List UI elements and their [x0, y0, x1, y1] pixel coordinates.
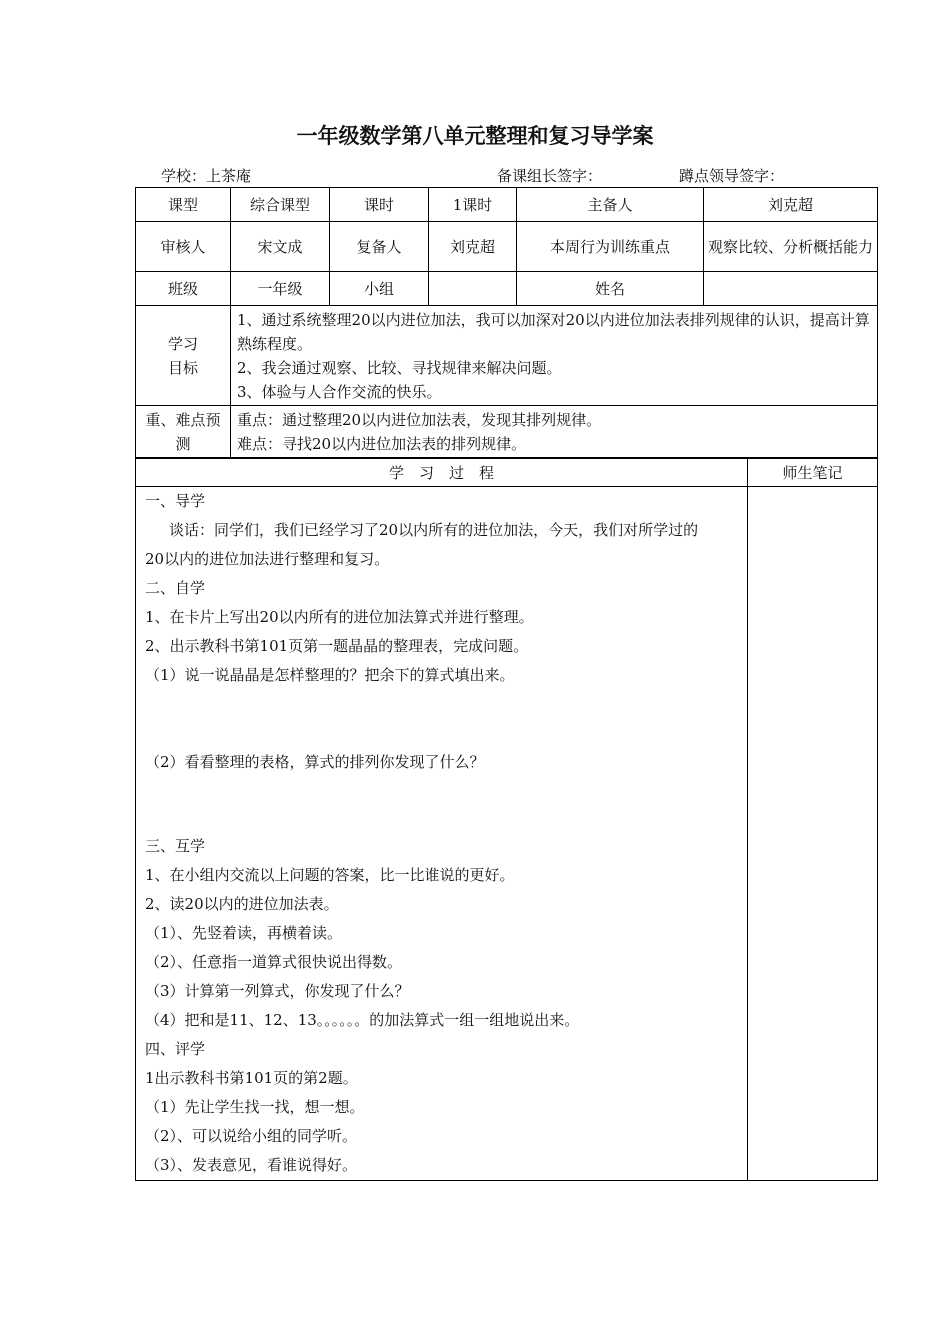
- group-value[interactable]: [429, 272, 517, 306]
- process-line: 2、出示教科书第101页第一题晶晶的整理表，完成问题。: [145, 637, 529, 655]
- leader-sign-label: 蹲点领导签字：: [679, 167, 785, 185]
- section-heading: 四、评学: [145, 1040, 206, 1058]
- focus-value: 观察比较、分析概括能力: [704, 222, 878, 272]
- focus-label: 本周行为训练重点: [517, 222, 704, 272]
- name-value[interactable]: [704, 272, 878, 306]
- process-line: （2）看看整理的表格，算式的排列你发现了什么？: [145, 753, 485, 771]
- process-line: 1、在卡片上写出20以内所有的进位加法算式并进行整理。: [145, 608, 534, 626]
- process-line: （1）、先竖着读，再横着读。: [145, 924, 343, 942]
- section-heading: 一、导学: [145, 492, 206, 510]
- difficult-point: 难点：寻找20以内进位加法表的排列规律。: [237, 434, 527, 453]
- goals-label: [136, 306, 231, 406]
- class-value: 一年级: [231, 272, 330, 306]
- reviewer-value: 宋文成: [231, 222, 330, 272]
- notes-column[interactable]: [748, 487, 878, 1181]
- process-line: （3）计算第一列算式，你发现了什么？: [145, 982, 410, 1000]
- process-line: 2、读20以内的进位加法表。: [145, 895, 339, 913]
- hours-label: 课时: [330, 188, 429, 222]
- process-line: 1出示教科书第101页的第2题。: [145, 1069, 358, 1087]
- process-line: 20以内的进位加法进行整理和复习。: [145, 550, 390, 568]
- process-line: 1、在小组内交流以上问题的答案，比一比谁说的更好。: [145, 866, 515, 884]
- goals-label-line-2: 目标: [167, 358, 198, 377]
- second-prep-value: 刘克超: [429, 222, 517, 272]
- goal-item: 2、我会通过观察、比较、寻找规律来解决问题。: [237, 358, 562, 377]
- process-line: （2）、任意指一道算式很快说出得数。: [145, 953, 403, 971]
- course-type-label: 课型: [136, 188, 231, 222]
- process-line: （1）先让学生找一找，想一想。: [145, 1098, 365, 1116]
- process-header: 学 习 过 程: [136, 459, 748, 487]
- hours-value: 1课时: [429, 188, 517, 222]
- key-points-label: 重、难点预测: [136, 406, 231, 458]
- key-points-content: [231, 406, 878, 458]
- info-table: [135, 187, 878, 458]
- process-line: 谈话：同学们，我们已经学习了20以内所有的进位加法，今天，我们对所学过的: [169, 521, 699, 539]
- main-prep-label: 主备人: [517, 188, 704, 222]
- school-label: 学校：上茶庵: [161, 167, 252, 185]
- process-table: [135, 458, 878, 1181]
- process-line: （1）说一说晶晶是怎样整理的？把余下的算式填出来。: [145, 666, 515, 684]
- main-prep-value: 刘克超: [704, 188, 878, 222]
- key-point: 重点：通过整理20以内进位加法表，发现其排列规律。: [237, 410, 602, 429]
- second-prep-label: 复备人: [330, 222, 429, 272]
- process-line: （3）、发表意见，看谁说得好。: [145, 1156, 358, 1174]
- goals-label-line-1: 学习: [167, 334, 198, 353]
- course-type-value: 综合课型: [231, 188, 330, 222]
- process-line: （4）把和是11、12、13。。。。。。的加法算式一组一组地说出来。: [145, 1011, 580, 1029]
- goal-item: 3、体验与人合作交流的快乐。: [237, 382, 442, 401]
- reviewer-label: 审核人: [136, 222, 231, 272]
- group-label: 小组: [330, 272, 429, 306]
- section-heading: 三、互学: [145, 837, 206, 855]
- process-line: （2）、可以说给小组的同学听。: [145, 1127, 358, 1145]
- answer-space[interactable]: [136, 777, 747, 832]
- page-title: 一年级数学第八单元整理和复习导学案: [296, 124, 654, 148]
- goal-item: 1、通过系统整理20以内进位加法，我可以加深对20以内进位加法表排列规律的认识，提高计算熟练程度。: [237, 310, 870, 353]
- group-leader-sign-label: 备课组长签字：: [497, 167, 603, 185]
- answer-space[interactable]: [136, 690, 747, 748]
- class-label: 班级: [136, 272, 231, 306]
- notes-header: 师生笔记: [748, 459, 878, 487]
- goals-content: [231, 306, 878, 406]
- section-heading: 二、自学: [145, 579, 206, 597]
- process-content: [136, 487, 748, 1181]
- name-label: 姓名: [517, 272, 704, 306]
